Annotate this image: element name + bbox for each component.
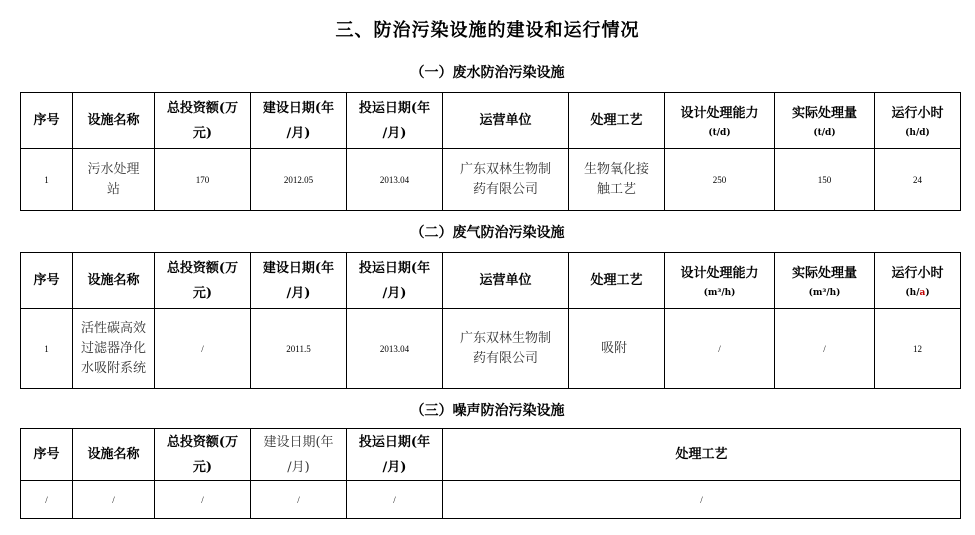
cell-operator: 广东双林生物制药有限公司 — [443, 149, 569, 211]
header-no: 序号 — [21, 253, 73, 309]
table-row — [21, 481, 961, 519]
header-operator: 运营单位 — [443, 93, 569, 149]
header-hours: 运行小时 (h/a) — [875, 253, 961, 309]
header-capacity: 设计处理能力 (t/d) — [665, 93, 775, 149]
section-heading-noise: （三）噪声防治污染设施 — [410, 403, 565, 419]
noise-table — [20, 428, 961, 519]
section-heading-wastewater: （一）废水防治污染设施 — [410, 65, 565, 81]
header-invest: 总投资额(万 元) — [155, 253, 251, 309]
cell-name: / — [73, 481, 155, 519]
cell-hours: 24 — [875, 149, 961, 211]
cell-name: 活性碳高效过滤器净化水吸附系统 — [73, 309, 155, 389]
table-row — [21, 309, 961, 389]
cell-run-date: / — [347, 481, 443, 519]
header-process: 处理工艺 — [569, 253, 665, 309]
header-capacity: 设计处理能力 (m³/h) — [665, 253, 775, 309]
header-name: 设施名称 — [73, 429, 155, 481]
header-build-date: 建设日期(年 /月) — [251, 429, 347, 481]
header-name: 设施名称 — [73, 253, 155, 309]
table-header-row — [21, 253, 961, 309]
cell-capacity: 250 — [665, 149, 775, 211]
header-name: 设施名称 — [73, 93, 155, 149]
cell-no: 1 — [21, 149, 73, 211]
cell-build-date: / — [251, 481, 347, 519]
cell-invest: 170 — [155, 149, 251, 211]
cell-capacity: / — [665, 309, 775, 389]
header-process: 处理工艺 — [443, 429, 961, 481]
header-build-date: 建设日期(年 /月) — [251, 253, 347, 309]
cell-actual: 150 — [775, 149, 875, 211]
header-no: 序号 — [21, 429, 73, 481]
cell-no: 1 — [21, 309, 73, 389]
header-build-date: 建设日期(年 /月) — [251, 93, 347, 149]
header-hours: 运行小时 (h/d) — [875, 93, 961, 149]
cell-build-date: 2011.5 — [251, 309, 347, 389]
header-process: 处理工艺 — [569, 93, 665, 149]
cell-run-date: 2013.04 — [347, 149, 443, 211]
header-no: 序号 — [21, 93, 73, 149]
table-header-row — [21, 93, 961, 149]
header-actual: 实际处理量 (m³/h) — [775, 253, 875, 309]
cell-operator: 广东双林生物制药有限公司 — [443, 309, 569, 389]
cell-hours: 12 — [875, 309, 961, 389]
cell-process: 生物氧化接触工艺 — [569, 149, 665, 211]
cell-run-date: 2013.04 — [347, 309, 443, 389]
header-operator: 运营单位 — [443, 253, 569, 309]
header-invest: 总投资额(万 元) — [155, 429, 251, 481]
cell-no: / — [21, 481, 73, 519]
cell-process: 吸附 — [569, 309, 665, 389]
cell-invest: / — [155, 481, 251, 519]
header-run-date: 投运日期(年 /月) — [347, 253, 443, 309]
header-invest: 总投资额(万 元) — [155, 93, 251, 149]
cell-process: / — [443, 481, 961, 519]
header-run-date: 投运日期(年 /月) — [347, 93, 443, 149]
table-header-row — [21, 429, 961, 481]
cell-build-date: 2012.05 — [251, 149, 347, 211]
section-heading-exhaust: （二）废气防治污染设施 — [410, 225, 565, 241]
cell-name: 污水处理站 — [73, 149, 155, 211]
header-run-date: 投运日期(年 /月) — [347, 429, 443, 481]
table-row — [21, 149, 961, 211]
exhaust-table — [20, 252, 961, 389]
header-actual: 实际处理量 (t/d) — [775, 93, 875, 149]
cell-invest: / — [155, 309, 251, 389]
wastewater-table — [20, 92, 961, 211]
cell-actual: / — [775, 309, 875, 389]
page-title: 三、防治污染设施的建设和运行情况 — [335, 20, 640, 41]
